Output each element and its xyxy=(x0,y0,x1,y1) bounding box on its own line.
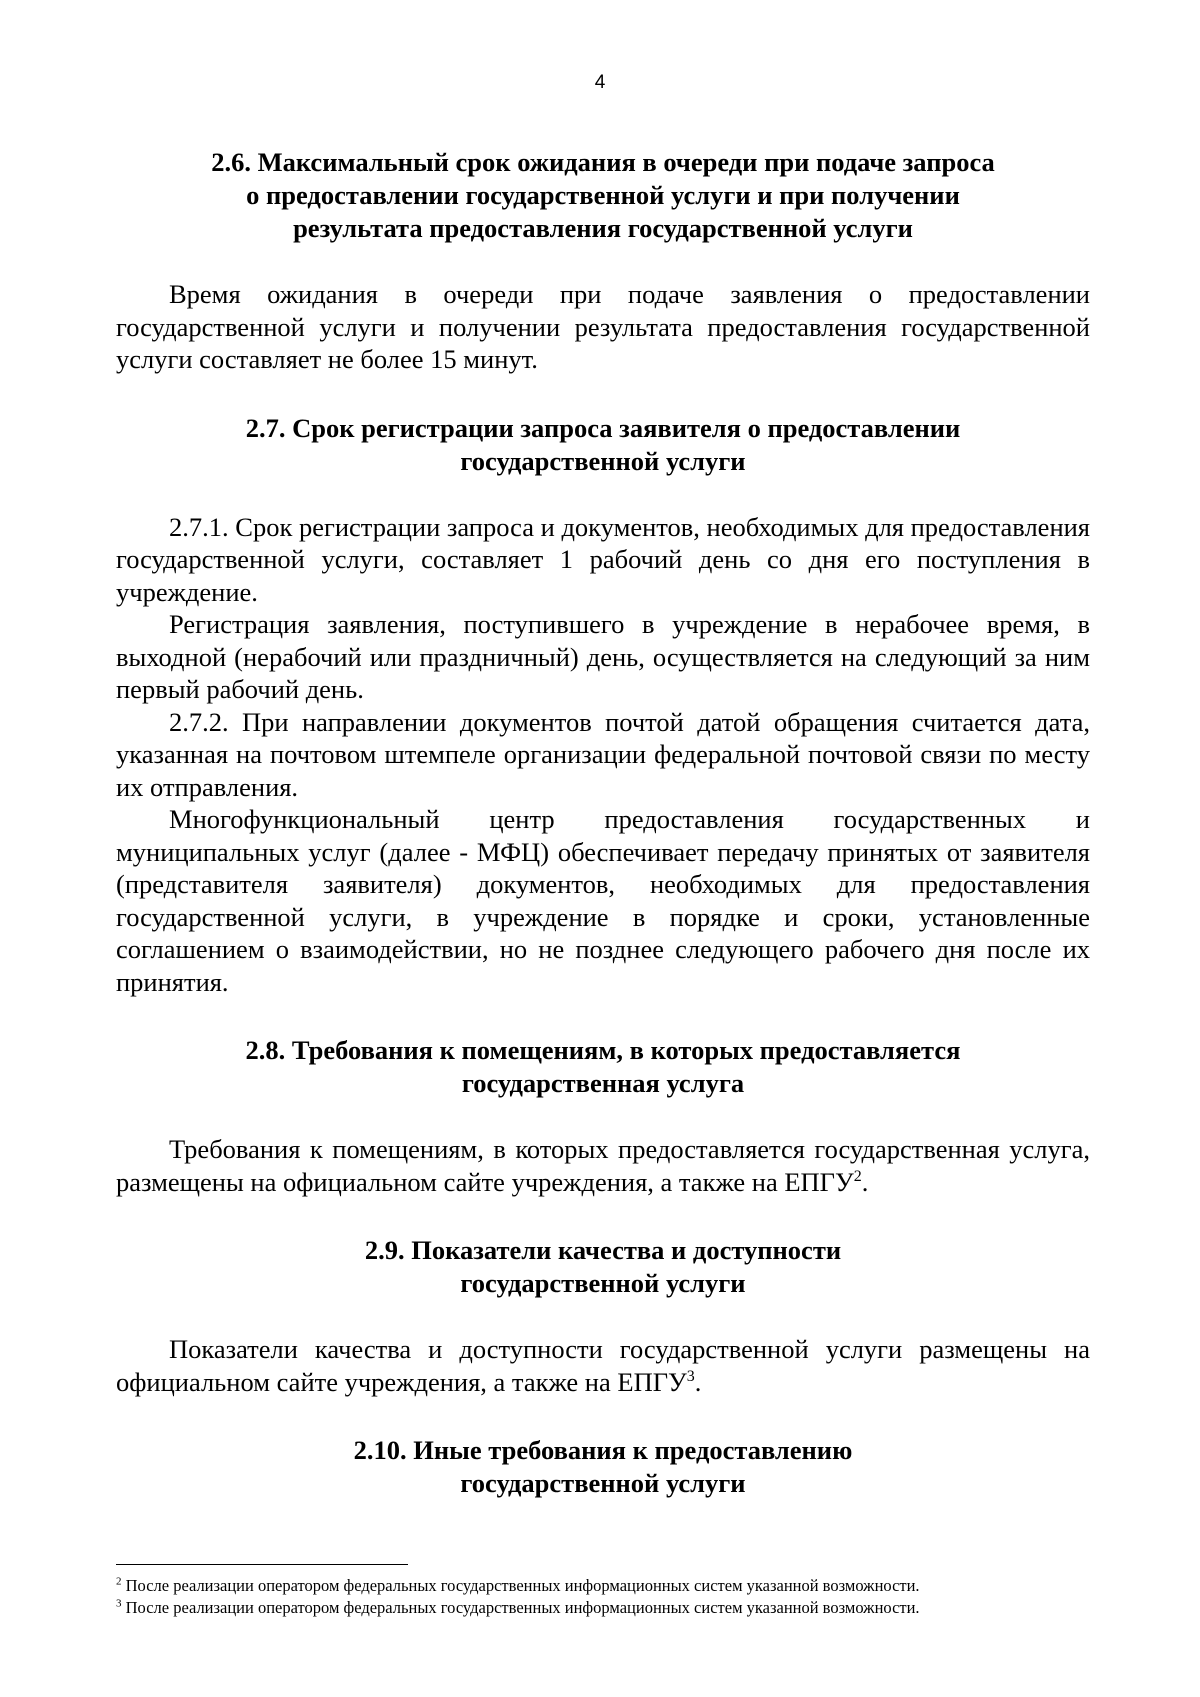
paragraph: Показатели качества и доступности государственной услуги размещены на официальном сайте учреждения, а также на ЕПГУ$^3$. xyxy=(116,1334,1090,1397)
footnote-ref[interactable]: 3 xyxy=(686,1367,695,1385)
heading-line: 2.10. Иные требования к предоставлению xyxy=(353,1435,853,1465)
footnote-number: 3 xyxy=(116,1597,122,1610)
paragraph: 2.7.2. При направлении документов почтой датой обращения считается дата, указанная на почтовом штемпеле организации федеральной почтовой связи по месту их отправления. xyxy=(116,706,1090,802)
paragraph: Регистрация заявления, поступившего в учреждение в нерабочее время, в выходной (нерабочий или праздничный) день, осуществляется на следующий за ним первый рабочий день. xyxy=(116,609,1090,704)
footnote-text: После реализации оператором федеральных государственных информационных систем указанной возможности. xyxy=(125,1598,920,1617)
section-2-9 xyxy=(116,1234,1090,1398)
heading-line: 2.8. Требования к помещениям, в которых предоставляется xyxy=(245,1035,961,1065)
footnote xyxy=(116,1597,1090,1619)
paragraph: Требования к помещениям, в которых предоставляется государственная услуга, размещены на официальном сайте учреждения, а также на ЕПГУ$^2$. xyxy=(116,1134,1090,1197)
section-heading xyxy=(116,146,1090,245)
page-number: 4 xyxy=(594,72,606,93)
paragraph: Многофункциональный центр предоставления государственных и муниципальных услуг (далее - МФЦ) обеспечивает передачу принятых от заявителя (представителя заявителя) документов, необходимых для предоставления государственной услуги, в учреждение в порядке и сроки, установленные соглашением о взаимодействии, но не позднее следующего рабочего дня после их принятия. xyxy=(116,804,1090,997)
heading-line: государственной услуги xyxy=(460,1268,746,1298)
section-2-10 xyxy=(116,1434,1090,1500)
paragraph-text: Показатели качества и доступности государственной услуги размещены на официальном сайте учреждения, а также на ЕПГУ xyxy=(116,1334,1090,1397)
heading-line: о предоставлении государственной услуги и при получении xyxy=(246,180,960,210)
heading-line: государственной услуги xyxy=(460,1468,746,1498)
section-heading xyxy=(116,412,1090,478)
footnote xyxy=(116,1575,1090,1597)
section-2-8 xyxy=(116,1034,1090,1198)
footnote-ref[interactable]: 2 xyxy=(853,1167,862,1185)
footnote-text: После реализации оператором федеральных государственных информационных систем указанной возможности. xyxy=(125,1576,920,1595)
footnote-number: 2 xyxy=(116,1575,122,1588)
heading-line: государственная услуга xyxy=(461,1068,745,1098)
heading-line: 2.6. Максимальный срок ожидания в очереди при подаче запроса xyxy=(211,147,995,177)
heading-line: результата предоставления государственной услуги xyxy=(293,213,913,243)
paragraph: 2.7.1. Срок регистрации запроса и документов, необходимых для предоставления государственной услуги, составляет 1 рабочий день со дня его поступления в учреждение. xyxy=(116,511,1090,607)
section-heading xyxy=(116,1434,1090,1500)
paragraph-text: Требования к помещениям, в которых предоставляется государственная услуга, размещены на официальном сайте учреждения, а также на ЕПГУ xyxy=(116,1134,1090,1197)
section-heading xyxy=(116,1034,1090,1100)
paragraph: Время ожидания в очереди при подаче заявления о предоставлении государственной услуги и получении результата предоставления государственной услуги составляет не более 15 минут. xyxy=(116,279,1090,374)
footnote-divider xyxy=(116,1564,408,1565)
heading-line: 2.7. Срок регистрации запроса заявителя о предоставлении xyxy=(245,412,961,443)
heading-line: государственной услуги xyxy=(460,445,746,476)
section-2-6 xyxy=(116,146,1090,376)
footnotes xyxy=(116,1564,1090,1619)
section-2-7 xyxy=(116,412,1090,999)
heading-line: 2.9. Показатели качества и доступности xyxy=(364,1235,842,1265)
document-body xyxy=(116,146,1090,1500)
section-heading xyxy=(116,1234,1090,1300)
